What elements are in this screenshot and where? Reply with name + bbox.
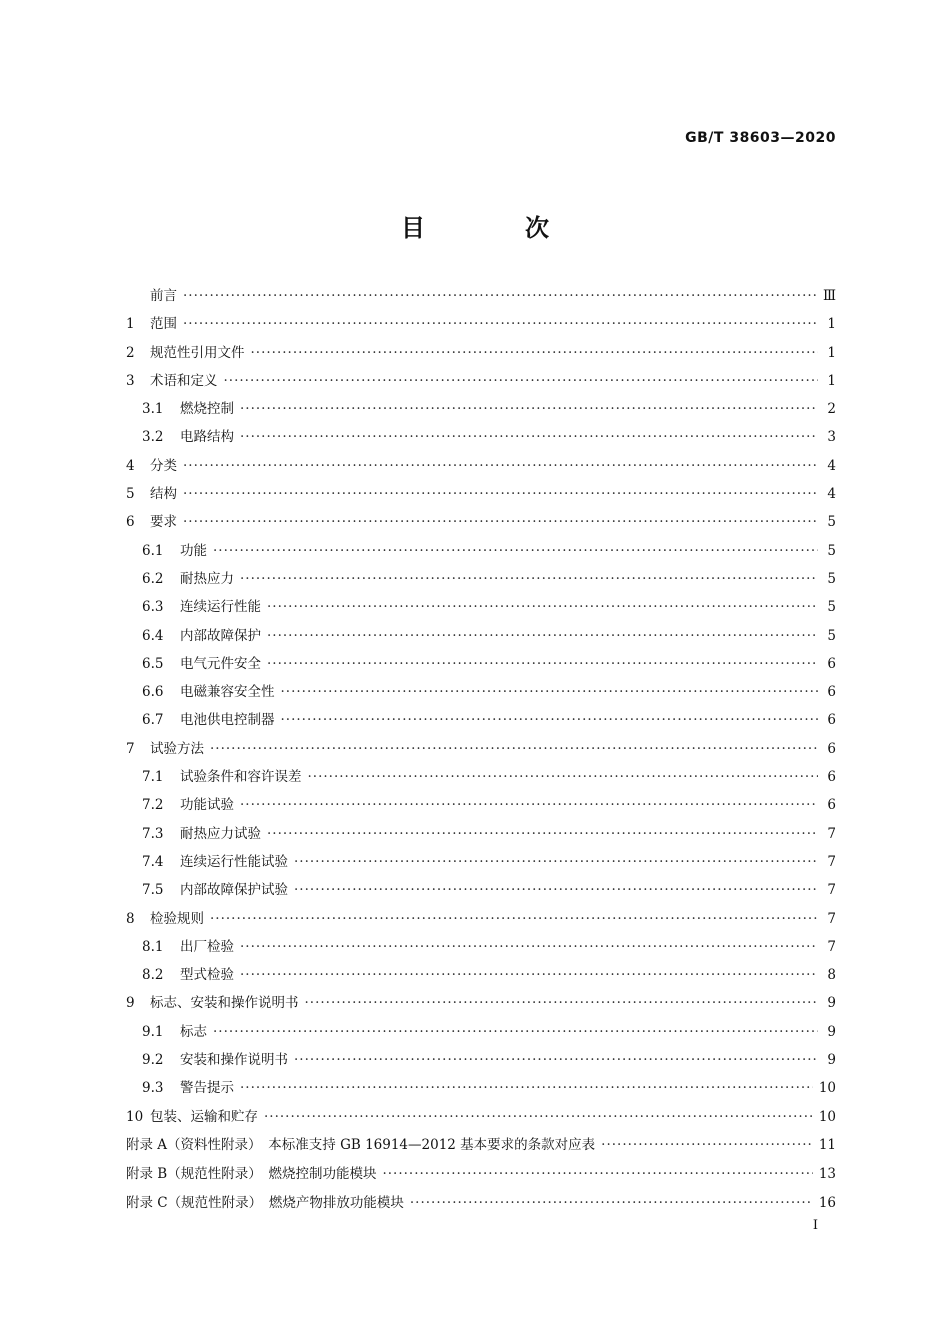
toc-entry-number: 9.3 <box>142 1080 164 1097</box>
toc-entry-number: 6.5 <box>142 655 164 672</box>
toc-leader-dots <box>183 316 818 332</box>
toc-entry-label: 功能试验 <box>180 797 234 814</box>
toc-entry-number: 9.1 <box>142 1023 164 1040</box>
toc-entry-label: 电气元件安全 <box>180 655 261 672</box>
toc-entry-page: 6 <box>827 655 836 672</box>
standard-number: GB/T 38603—2020 <box>685 130 836 146</box>
toc-entry-label: 附录 A（资料性附录） 本标准支持 GB 16914—2012 基本要求的条款对应表 <box>126 1136 596 1153</box>
toc-entry-number: 9 <box>126 995 135 1012</box>
toc-entry-page: 6 <box>827 740 836 757</box>
toc-entry[interactable] <box>126 652 836 680</box>
toc-entry-label: 附录 B（规范性附录） 燃烧控制功能模块 <box>126 1165 377 1182</box>
toc-entry[interactable] <box>126 1133 836 1162</box>
toc-entry-label: 试验条件和容许误差 <box>180 769 302 786</box>
toc-entry-page: 6 <box>827 712 836 729</box>
toc-entry-number: 1 <box>126 316 135 333</box>
toc-leader-dots <box>281 684 819 700</box>
toc-entry-number: 8 <box>126 910 135 927</box>
toc-entry[interactable] <box>126 341 836 369</box>
toc-entry[interactable] <box>126 680 836 708</box>
toc-entry-number: 2 <box>126 344 135 361</box>
toc-entry[interactable] <box>126 369 836 397</box>
toc-entry[interactable] <box>126 454 836 482</box>
toc-entry[interactable] <box>126 1105 836 1133</box>
toc-entry-page: 6 <box>827 684 836 701</box>
toc-entry-label: 出厂检验 <box>180 938 234 955</box>
toc-entry-label: 内部故障保护 <box>180 627 261 644</box>
toc-entry-page: 1 <box>827 372 836 389</box>
toc-entry-page: 5 <box>827 599 836 616</box>
toc-leader-dots <box>213 1024 818 1040</box>
toc-entry[interactable] <box>126 737 836 765</box>
toc-leader-dots <box>240 401 818 417</box>
toc-entry-label: 标志 <box>180 1023 207 1040</box>
toc-entry-number: 6.1 <box>142 542 164 559</box>
toc-entry-label: 标志、安装和操作说明书 <box>150 995 299 1012</box>
toc-entry-page: Ⅲ <box>822 288 836 304</box>
toc-leader-dots <box>210 741 818 757</box>
toc-entry[interactable] <box>126 991 836 1019</box>
toc-entry-label: 要求 <box>150 514 177 531</box>
toc-entry-label: 连续运行性能 <box>180 599 261 616</box>
toc-entry-number: 3.2 <box>142 429 164 446</box>
toc-leader-dots <box>267 599 818 615</box>
toc-entry[interactable] <box>126 539 836 567</box>
toc-entry-label: 分类 <box>150 457 177 474</box>
toc-entry-label: 功能 <box>180 542 207 559</box>
toc-entry-number: 6 <box>126 514 135 531</box>
toc-entry-page: 7 <box>827 853 836 870</box>
toc-leader-dots <box>267 628 818 644</box>
toc-entry-label: 连续运行性能试验 <box>180 853 288 870</box>
toc-entry[interactable] <box>126 1191 836 1220</box>
toc-entry[interactable] <box>126 595 836 623</box>
toc-leader-dots <box>308 769 819 785</box>
toc-entry-number: 5 <box>126 486 135 503</box>
toc-entry-label: 结构 <box>150 486 177 503</box>
toc-entry[interactable] <box>126 822 836 850</box>
toc-entry-label: 电路结构 <box>180 429 234 446</box>
toc-entry-page: 3 <box>827 429 836 446</box>
toc-leader-dots <box>240 939 818 955</box>
toc-leader-dots <box>251 345 819 361</box>
toc-entry[interactable] <box>126 907 836 935</box>
toc-entry-label: 电池供电控制器 <box>180 712 275 729</box>
toc-entry-number: 3 <box>126 372 135 389</box>
toc-entry-label: 警告提示 <box>180 1080 234 1097</box>
toc-entry[interactable] <box>126 312 836 340</box>
toc-entry[interactable] <box>126 1162 836 1191</box>
toc-entry-number: 7.1 <box>142 769 164 786</box>
toc-entry-page: 10 <box>818 1108 836 1125</box>
toc-leader-dots <box>213 543 818 559</box>
toc-entry-number: 3.1 <box>142 401 164 418</box>
toc-entry-page: 5 <box>827 627 836 644</box>
toc-entry-number: 6.3 <box>142 599 164 616</box>
toc-entry-page: 8 <box>827 967 836 984</box>
toc-leader-dots <box>294 854 818 870</box>
toc-entry[interactable] <box>126 850 836 878</box>
toc-entry-page: 5 <box>827 542 836 559</box>
toc-entry-page: 5 <box>827 570 836 587</box>
toc-leader-dots <box>240 1080 813 1096</box>
toc-leader-dots <box>240 797 818 813</box>
toc-entry[interactable] <box>126 425 836 453</box>
toc-leader-dots <box>183 514 818 530</box>
toc-entry-page: 7 <box>827 882 836 899</box>
toc-leader-dots <box>183 288 817 304</box>
toc-entry-page: 9 <box>827 1023 836 1040</box>
toc-entry-number: 8.2 <box>142 967 164 984</box>
toc-entry-number: 6.4 <box>142 627 164 644</box>
toc-leader-dots <box>382 1166 812 1182</box>
table-of-contents <box>126 284 836 1220</box>
toc-entry-number: 4 <box>126 457 135 474</box>
toc-entry-number: 6.6 <box>142 684 164 701</box>
toc-entry[interactable] <box>126 510 836 538</box>
toc-entry[interactable] <box>126 765 836 793</box>
toc-entry-page: 4 <box>827 457 836 474</box>
toc-entry-label: 试验方法 <box>150 740 204 757</box>
toc-entry[interactable] <box>126 963 836 991</box>
toc-entry-label: 燃烧控制 <box>180 401 234 418</box>
toc-leader-dots <box>264 1109 813 1125</box>
toc-entry[interactable] <box>126 397 836 425</box>
toc-leader-dots <box>281 712 819 728</box>
toc-entry[interactable] <box>126 284 836 312</box>
toc-leader-dots <box>240 571 818 587</box>
toc-entry-number: 10 <box>126 1108 144 1125</box>
toc-entry-label: 术语和定义 <box>150 372 218 389</box>
toc-entry-page: 10 <box>818 1080 836 1097</box>
toc-leader-dots <box>601 1137 813 1153</box>
toc-entry[interactable] <box>126 1020 836 1048</box>
toc-leader-dots <box>183 458 818 474</box>
toc-entry-label: 耐热应力试验 <box>180 825 261 842</box>
page-folio: Ⅰ <box>812 1218 818 1233</box>
toc-entry[interactable] <box>126 624 836 652</box>
toc-entry-page: 13 <box>818 1165 836 1182</box>
toc-entry-number: 7.3 <box>142 825 164 842</box>
toc-entry[interactable] <box>126 567 836 595</box>
toc-leader-dots <box>183 486 818 502</box>
toc-entry-label: 规范性引用文件 <box>150 344 245 361</box>
toc-entry-number: 6.7 <box>142 712 164 729</box>
toc-entry-number: 7.2 <box>142 797 164 814</box>
toc-entry-page: 6 <box>827 797 836 814</box>
toc-entry-number: 8.1 <box>142 938 164 955</box>
toc-entry-label: 检验规则 <box>150 910 204 927</box>
toc-entry-page: 4 <box>827 486 836 503</box>
toc-entry-label: 内部故障保护试验 <box>180 882 288 899</box>
toc-entry[interactable] <box>126 1076 836 1104</box>
toc-entry-page: 7 <box>827 910 836 927</box>
toc-entry-number: 7 <box>126 740 135 757</box>
toc-entry-label: 电磁兼容安全性 <box>180 684 275 701</box>
toc-entry-page: 5 <box>827 514 836 531</box>
toc-entry[interactable] <box>126 793 836 821</box>
toc-entry-label: 型式检验 <box>180 967 234 984</box>
toc-entry-label: 附录 C（规范性附录） 燃烧产物排放功能模块 <box>126 1194 404 1211</box>
toc-entry-number: 6.2 <box>142 570 164 587</box>
toc-leader-dots <box>224 373 819 389</box>
toc-entry[interactable] <box>126 878 836 906</box>
toc-entry-page: 7 <box>827 825 836 842</box>
toc-entry-label: 耐热应力 <box>180 570 234 587</box>
toc-entry-number: 7.5 <box>142 882 164 899</box>
toc-leader-dots <box>410 1195 813 1211</box>
toc-entry-page: 1 <box>827 316 836 333</box>
toc-entry-page: 11 <box>818 1136 836 1153</box>
toc-entry-label: 安装和操作说明书 <box>180 1052 288 1069</box>
toc-entry[interactable] <box>126 1048 836 1076</box>
toc-entry-page: 9 <box>827 995 836 1012</box>
toc-entry-label: 包装、运输和贮存 <box>150 1108 258 1125</box>
toc-entry[interactable] <box>126 708 836 736</box>
toc-leader-dots <box>294 1052 818 1068</box>
toc-entry-number: 9.2 <box>142 1052 164 1069</box>
toc-leader-dots <box>305 995 819 1011</box>
toc-leader-dots <box>240 967 818 983</box>
toc-leader-dots <box>267 656 818 672</box>
toc-entry-label: 范围 <box>150 316 177 333</box>
page-title: 目 次 <box>401 213 587 242</box>
toc-entry[interactable] <box>126 482 836 510</box>
toc-entry-page: 9 <box>827 1052 836 1069</box>
toc-entry-page: 6 <box>827 769 836 786</box>
toc-leader-dots <box>294 882 818 898</box>
toc-entry-number: 7.4 <box>142 853 164 870</box>
toc-entry-page: 2 <box>827 401 836 418</box>
toc-leader-dots <box>240 429 818 445</box>
toc-entry-page: 16 <box>818 1194 836 1211</box>
toc-entry-page: 7 <box>827 938 836 955</box>
toc-entry-page: 1 <box>827 344 836 361</box>
toc-entry-label: 前言 <box>150 288 177 304</box>
toc-leader-dots <box>210 911 818 927</box>
toc-leader-dots <box>267 826 818 842</box>
toc-entry[interactable] <box>126 935 836 963</box>
